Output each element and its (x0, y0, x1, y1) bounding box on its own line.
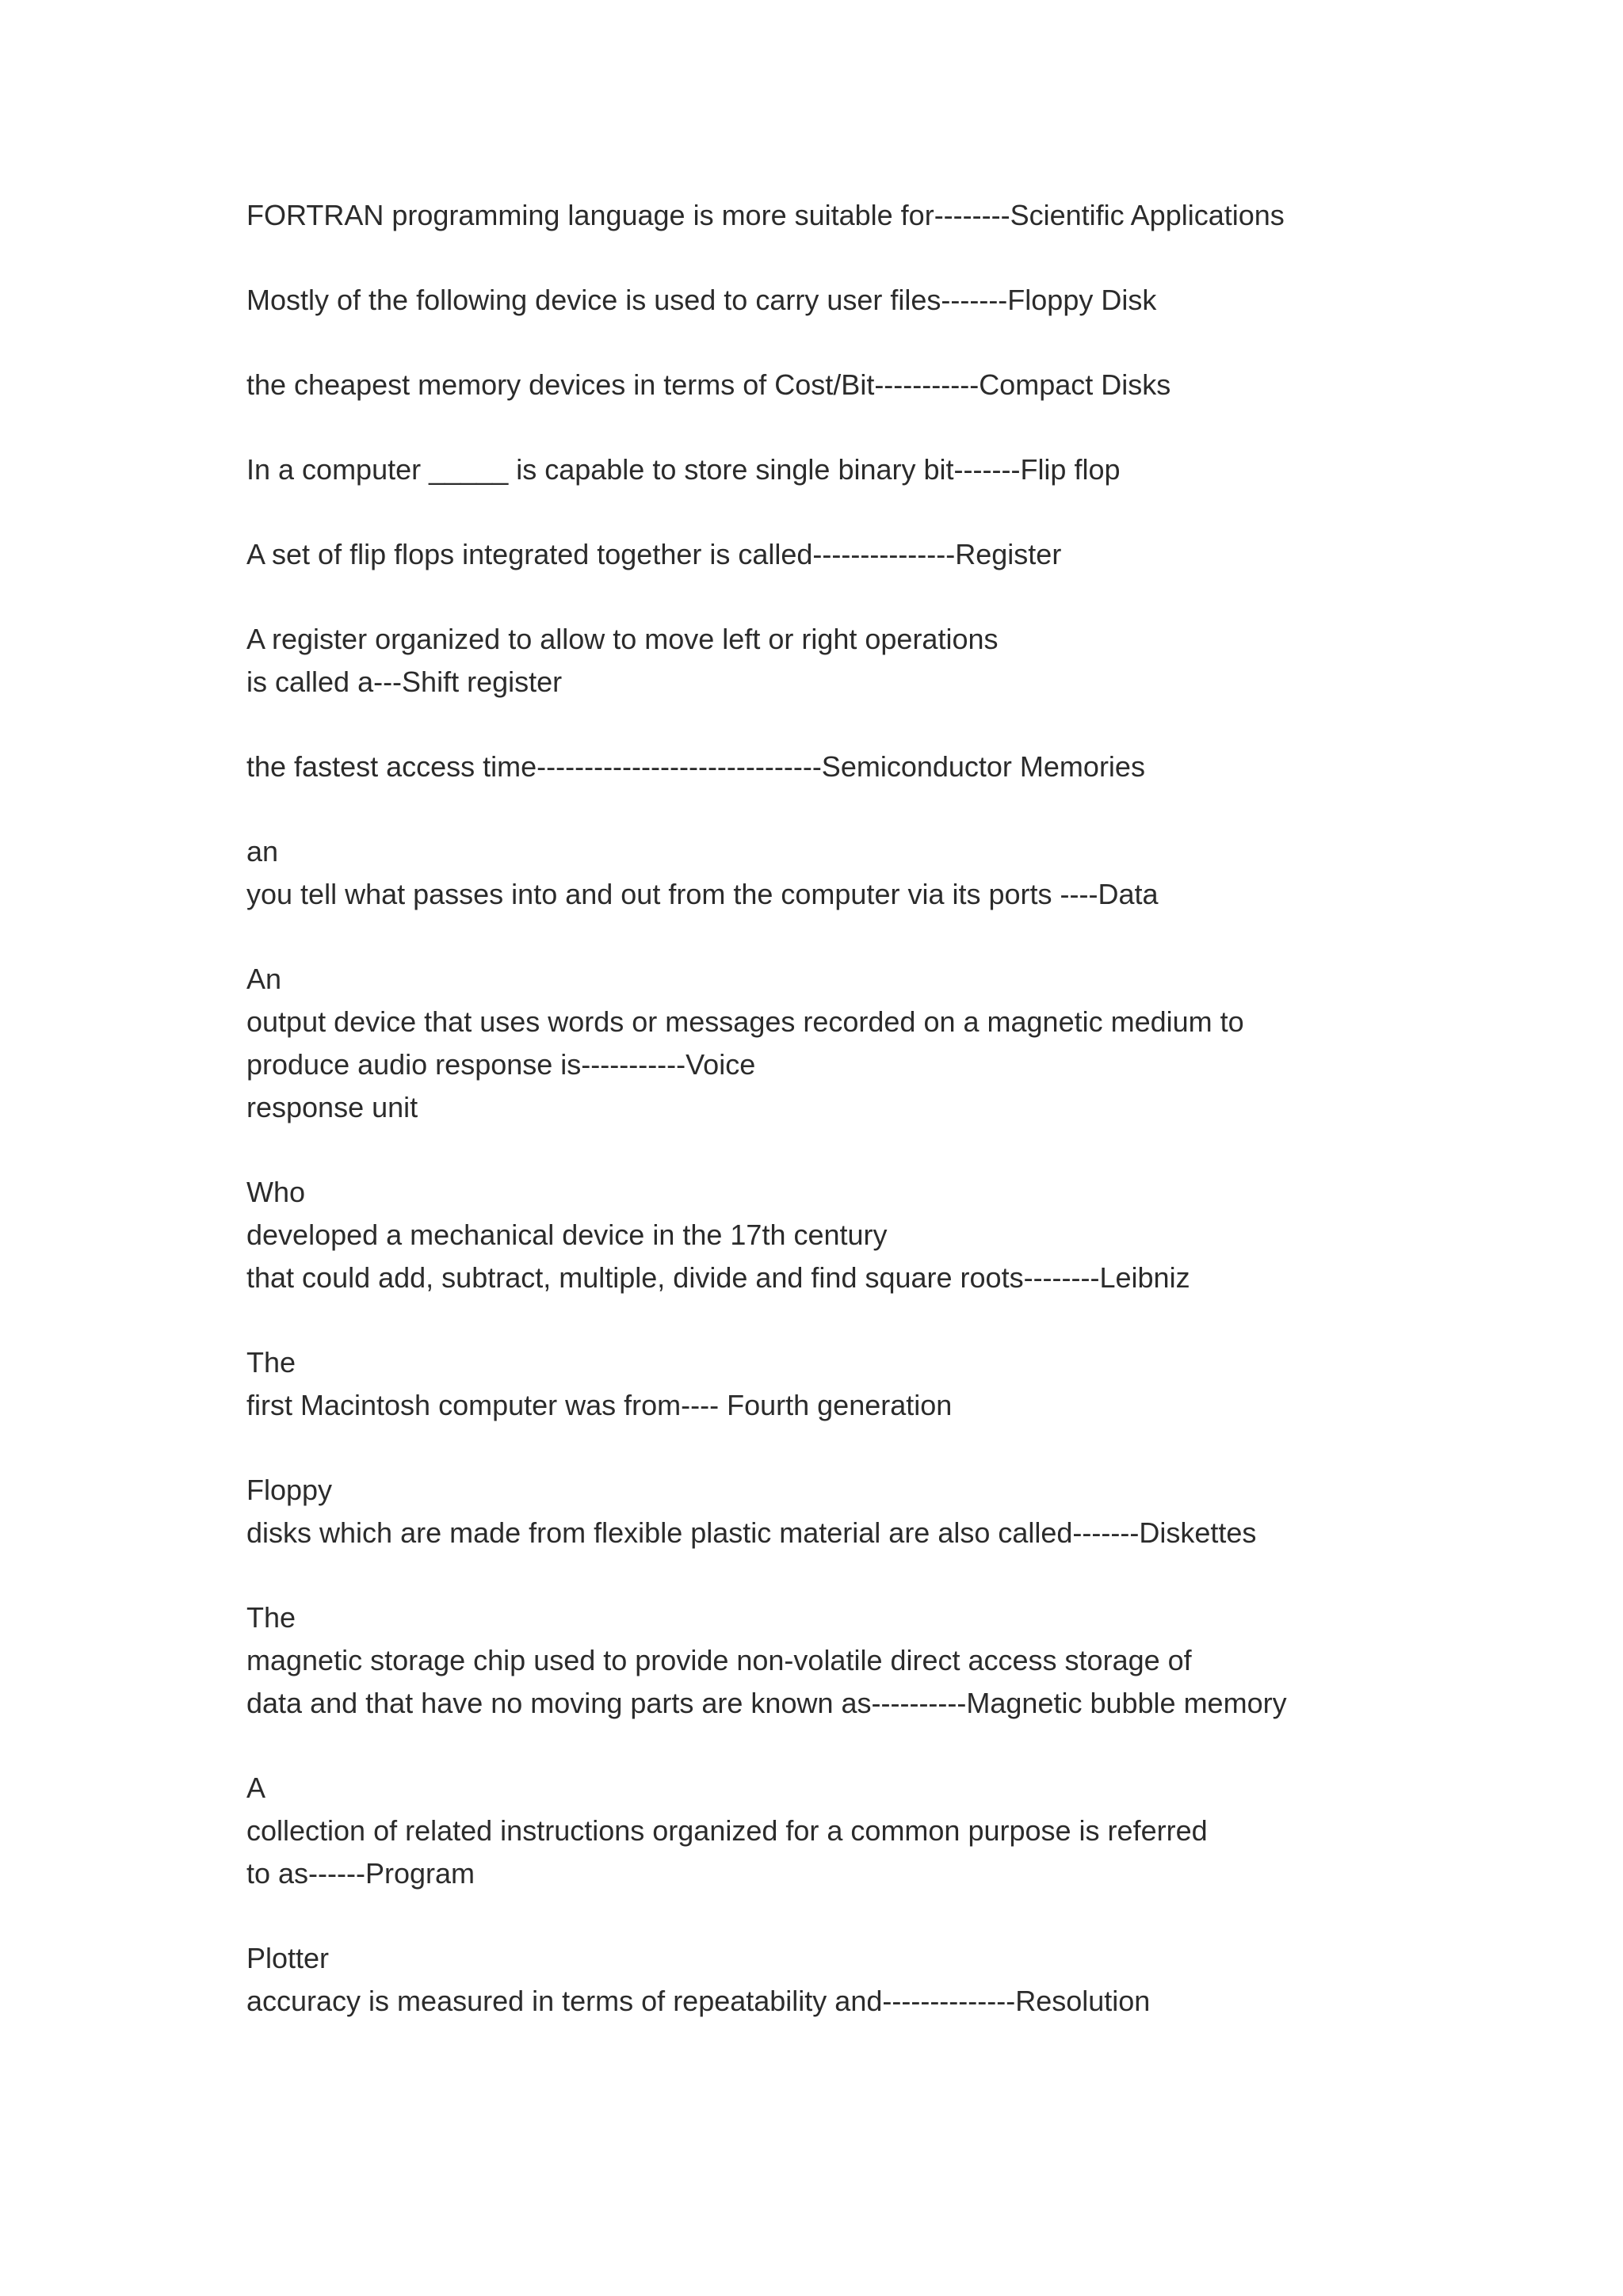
question-text-line: FORTRAN programming language is more suitable for--------Scientific Applications (246, 199, 1285, 231)
question-text-line: you tell what passes into and out from the computer via its ports ----Data (246, 878, 1159, 910)
question-entry (246, 364, 1465, 406)
question-text-line: A set of flip flops integrated together is called---------------Register (246, 538, 1062, 570)
question-text-line: produce audio response is-----------Voice (246, 1048, 756, 1081)
question-text-line: an (246, 835, 279, 868)
question-entry (246, 1341, 1465, 1427)
question-text-line: output device that uses words or messages recorded on a magnetic medium to (246, 1005, 1244, 1038)
question-text-line: An (246, 963, 282, 995)
question-list (246, 194, 1465, 2023)
question-text-line: developed a mechanical device in the 17th century (246, 1219, 888, 1251)
question-text-line: Mostly of the following device is used to carry user files-------Floppy Disk (246, 284, 1157, 316)
question-text-line: is called a---Shift register (246, 666, 563, 698)
question-text-line: response unit (246, 1091, 418, 1123)
question-text-line: Floppy (246, 1474, 333, 1506)
question-entry (246, 1171, 1465, 1299)
question-text-line: accuracy is measured in terms of repeatability and--------------Resolution (246, 1985, 1151, 2017)
question-entry (246, 958, 1465, 1129)
question-text-line: the cheapest memory devices in terms of Cost/Bit-----------Compact Disks (246, 368, 1171, 401)
question-text-line: that could add, subtract, multiple, divide and find square roots--------Leibniz (246, 1261, 1190, 1294)
question-text-line: the fastest access time------------------------------Semiconductor Memories (246, 750, 1145, 783)
question-entry (246, 746, 1465, 788)
question-entry (246, 448, 1465, 491)
question-text-line: data and that have no moving parts are known as----------Magnetic bubble memory (246, 1687, 1287, 1719)
question-entry (246, 279, 1465, 322)
question-text-line: to as------Program (246, 1857, 475, 1890)
question-text-line: A register organized to allow to move left or right operations (246, 623, 999, 655)
question-entry (246, 1937, 1465, 2023)
question-text-line: collection of related instructions organized for a common purpose is referred (246, 1814, 1208, 1847)
question-text-line: Plotter (246, 1942, 330, 1974)
question-text-line: magnetic storage chip used to provide non-volatile direct access storage of (246, 1644, 1192, 1676)
question-text-line: A (246, 1772, 266, 1804)
question-text-line: first Macintosh computer was from---- Fourth generation (246, 1389, 953, 1421)
question-entry (246, 1767, 1465, 1895)
question-text-line: In a computer _____ is capable to store single binary bit-------Flip flop (246, 453, 1121, 486)
question-text-line: The (246, 1346, 296, 1379)
question-entry (246, 830, 1465, 916)
question-text-line: disks which are made from flexible plastic material are also called-------Diskettes (246, 1516, 1257, 1549)
question-text-line: The (246, 1601, 296, 1634)
question-text-line: Who (246, 1176, 306, 1208)
question-entry (246, 1596, 1465, 1725)
question-entry (246, 533, 1465, 576)
question-entry (246, 1469, 1465, 1554)
question-entry (246, 194, 1465, 237)
question-entry (246, 618, 1465, 704)
